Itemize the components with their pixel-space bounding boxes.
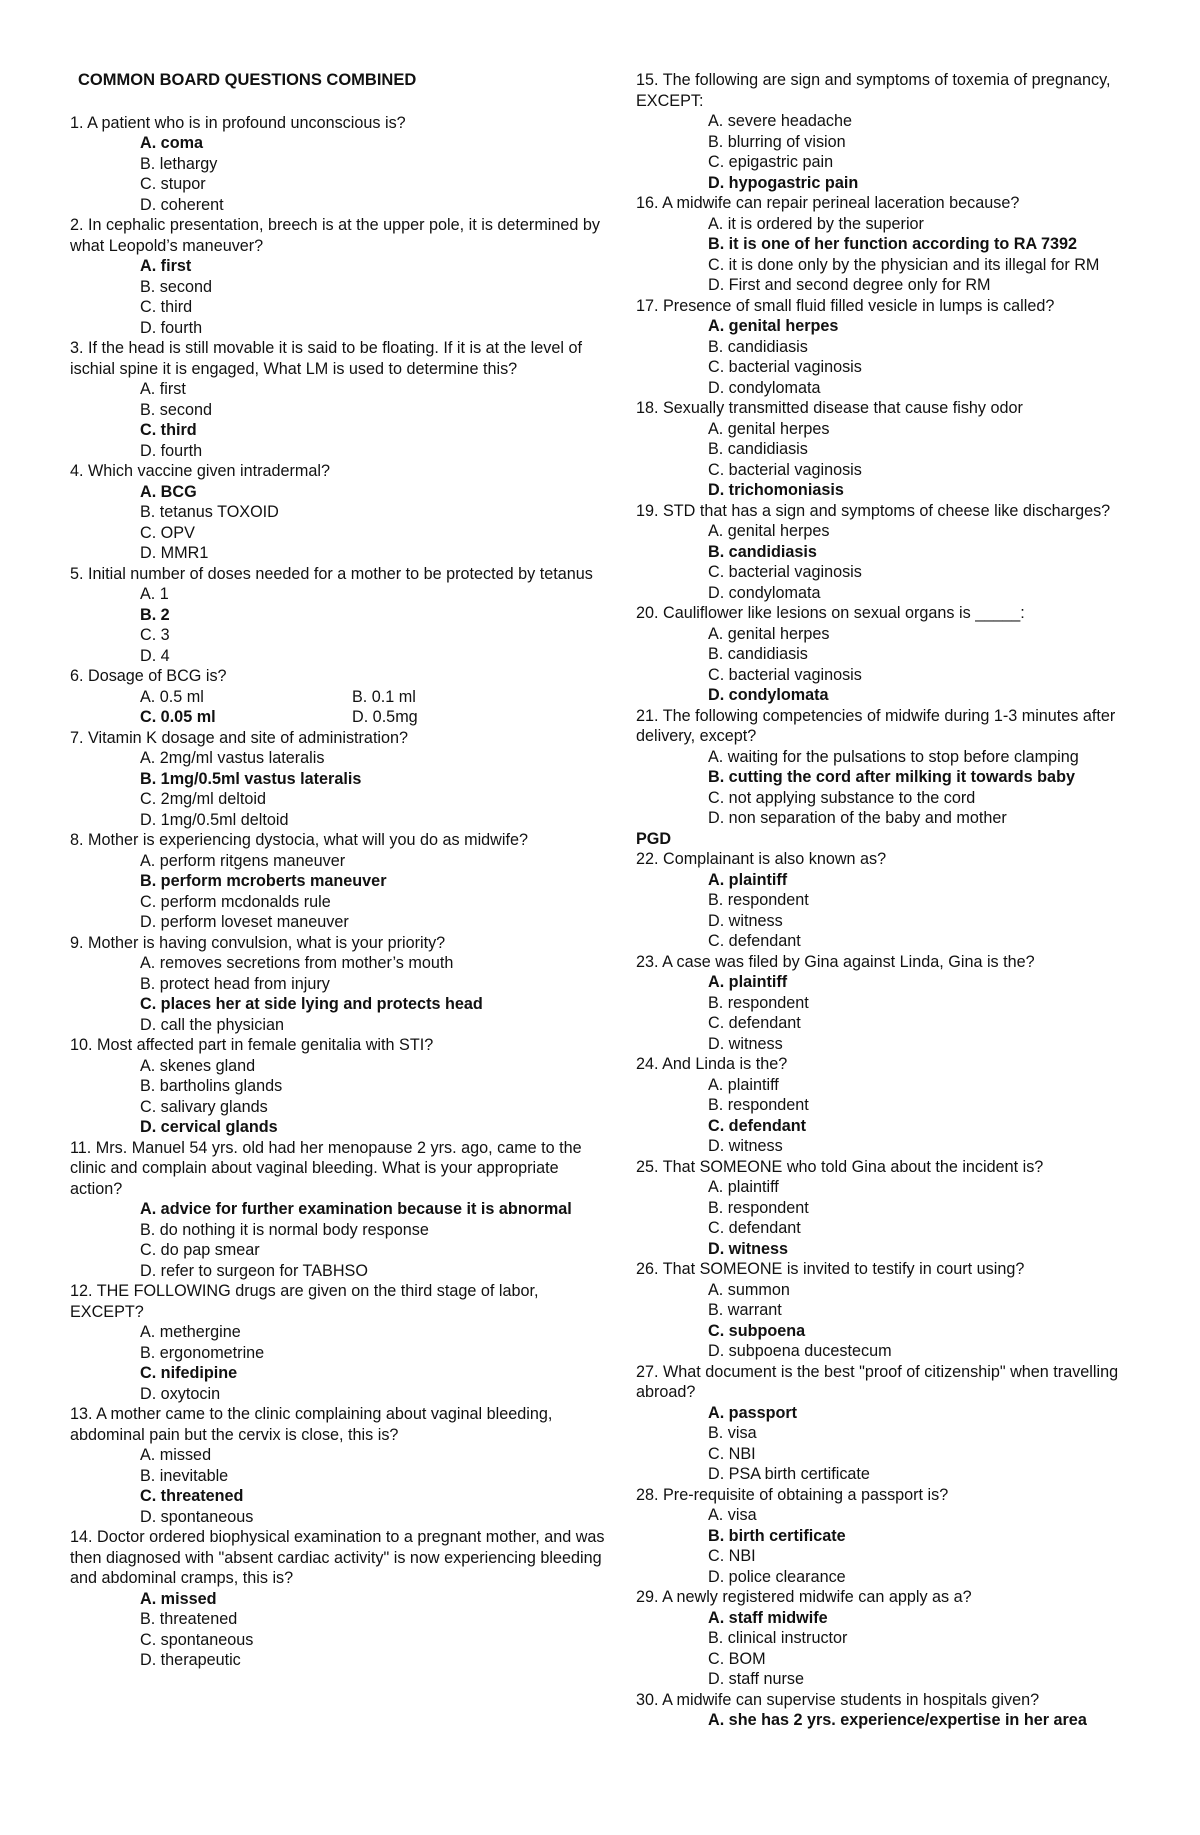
answer-option: A. skenes gland [140, 1056, 256, 1075]
question-14 [70, 1527, 610, 1671]
right-column [636, 70, 1146, 1731]
answer-option: A. coma [140, 134, 203, 152]
answer-option: B. cutting the cord after milking it towards baby [708, 768, 1075, 786]
answer-option: A. removes secretions from mother’s mouth [140, 954, 454, 972]
answer-option: D. 1mg/0.5ml deltoid [140, 810, 289, 829]
left-column [70, 70, 610, 1671]
answer-option: B. tetanus TOXOID [140, 503, 279, 521]
answer-option: A. staff midwife [708, 1608, 828, 1627]
question-6 [70, 666, 610, 728]
question-text: 30. A midwife can supervise students in hospitals given? [636, 1690, 1040, 1709]
question-text: 25. That SOMEONE who told Gina about the incident is? [636, 1157, 1044, 1176]
answer-option: D. fourth [140, 318, 203, 337]
answer-option: B. birth certificate [708, 1526, 846, 1545]
question-15 [636, 70, 1146, 193]
answer-option: B. bartholins glands [140, 1077, 283, 1095]
question-text: 16. A midwife can repair perineal laceration because? [636, 194, 1020, 212]
answer-option: D. staff nurse [708, 1670, 804, 1688]
question-text: 24. And Linda is the? [636, 1055, 788, 1073]
answer-option: C. not applying substance to the cord [708, 788, 976, 807]
question-11 [70, 1138, 610, 1282]
question-4 [70, 461, 610, 564]
answer-option: C. BOM [708, 1649, 766, 1668]
answer-option: D. trichomoniasis [708, 481, 844, 499]
answer-option: B. candidiasis [708, 337, 808, 356]
answer-option: D. witness [708, 1137, 783, 1155]
answer-option: A. genital herpes [708, 624, 830, 643]
answer-option: C. spontaneous [140, 1630, 254, 1649]
answer-option: C. defendant [708, 932, 801, 950]
answer-option: B. 1mg/0.5ml vastus lateralis [140, 769, 362, 788]
answer-option: D. fourth [140, 441, 203, 460]
answer-option: A. 2mg/ml vastus lateralis [140, 749, 325, 767]
answer-option: B. clinical instructor [708, 1629, 848, 1647]
question-24 [636, 1054, 1146, 1157]
answer-option: B. warrant [708, 1301, 782, 1319]
answer-option: D. 0.5mg [352, 708, 418, 726]
answer-option: B. candidiasis [708, 440, 808, 458]
answer-option: A. it is ordered by the superior [708, 214, 924, 233]
answer-option: A. advice for further examination because it is abnormal [140, 1200, 572, 1218]
answer-option: B. respondent [708, 1198, 809, 1217]
answer-option: C. bacterial vaginosis [708, 358, 862, 376]
answer-option: C. defendant [708, 1219, 801, 1237]
answer-option: C. do pap smear [140, 1241, 260, 1259]
question-20 [636, 603, 1146, 706]
answer-option: D. non separation of the baby and mother [708, 809, 1007, 827]
question-21 [636, 706, 1146, 829]
question-text: 3. If the head is still movable it is said to be floating. If it is at the level of ischial spine it is engaged, What LM is used to determine this? [70, 339, 582, 378]
question-19 [636, 501, 1146, 604]
answer-option: D. witness [708, 1239, 789, 1258]
answer-option: B. lethargy [140, 154, 218, 173]
question-8 [70, 830, 610, 933]
question-12 [70, 1281, 610, 1404]
answer-option: A. passport [708, 1403, 798, 1422]
answer-option: B. threatened [140, 1610, 238, 1628]
question-text: 15. The following are sign and symptoms of toxemia of pregnancy, EXCEPT: [636, 71, 1111, 110]
answer-option: B. respondent [708, 1096, 809, 1114]
question-text: 1. A patient who is in profound unconscious is? [70, 113, 406, 132]
answer-option: C. salivary glands [140, 1097, 268, 1116]
answer-option: A. first [140, 257, 192, 275]
answer-option: D. condylomata [708, 686, 829, 704]
question-text: 10. Most affected part in female genitalia with STI? [70, 1036, 434, 1054]
answer-option: D. condylomata [708, 583, 821, 602]
answer-option: B. second [140, 400, 212, 419]
question-9 [70, 933, 610, 1036]
answer-option: B. ergonometrine [140, 1343, 265, 1362]
answer-option: D. First and second degree only for RM [708, 276, 991, 294]
answer-option-row [140, 687, 610, 708]
question-text: 20. Cauliflower like lesions on sexual organs is _____: [636, 604, 1025, 622]
answer-option: A. severe headache [708, 112, 852, 130]
answer-option: A. genital herpes [708, 522, 830, 540]
answer-option: B. do nothing it is normal body response [140, 1220, 429, 1239]
question-25 [636, 1157, 1146, 1260]
answer-option: D. oxytocin [140, 1384, 221, 1403]
answer-option: C. NBI [708, 1444, 756, 1463]
answer-option: B. protect head from injury [140, 974, 330, 993]
question-2 [70, 215, 610, 338]
question-5 [70, 564, 610, 667]
answer-option: A. visa [708, 1506, 757, 1524]
answer-option: B. it is one of her function according to RA 7392 [708, 235, 1078, 253]
answer-option: A. BCG [140, 482, 197, 501]
answer-option: D. therapeutic [140, 1651, 241, 1669]
question-18 [636, 398, 1146, 501]
answer-option: D. MMR1 [140, 544, 209, 562]
answer-option: A. perform ritgens maneuver [140, 851, 346, 870]
question-text: 8. Mother is experiencing dystocia, what will you do as midwife? [70, 831, 528, 849]
answer-option: C. bacterial vaginosis [708, 460, 862, 479]
answer-option: C. third [140, 298, 193, 316]
question-13 [70, 1404, 610, 1527]
question-text: 12. THE FOLLOWING drugs are given on the third stage of labor, EXCEPT? [70, 1282, 539, 1321]
question-30 [636, 1690, 1146, 1731]
answer-option: C. defendant [708, 1116, 807, 1135]
question-text: 23. A case was filed by Gina against Linda, Gina is the? [636, 952, 1035, 971]
answer-option: C. bacterial vaginosis [708, 665, 862, 684]
answer-option: C. it is done only by the physician and its illegal for RM [708, 255, 1100, 274]
answer-option: C. perform mcdonalds rule [140, 892, 331, 911]
answer-option: C. places her at side lying and protects head [140, 995, 483, 1013]
question-text: 17. Presence of small fluid filled vesicle in lumps is called? [636, 296, 1055, 315]
answer-option: A. plaintiff [708, 973, 788, 991]
answer-option: D. 4 [140, 646, 170, 665]
answer-option: C. stupor [140, 175, 206, 193]
answer-option: A. first [140, 380, 186, 398]
answer-option: A. 1 [140, 585, 169, 603]
answer-option: A. missed [140, 1446, 212, 1464]
question-1 [70, 113, 610, 216]
answer-option: D. hypogastric pain [708, 173, 859, 192]
question-text: 11. Mrs. Manuel 54 yrs. old had her menopause 2 yrs. ago, came to the clinic and complain about vaginal bleeding. What is your appropriate action? [70, 1138, 582, 1198]
answer-option: B. inevitable [140, 1466, 229, 1485]
answer-option: A. plaintiff [708, 1075, 779, 1094]
answer-option: C. 0.05 ml [140, 708, 216, 726]
section-label-pgd: PGD [636, 829, 672, 848]
answer-option: C. bacterial vaginosis [708, 563, 862, 581]
question-text: 19. STD that has a sign and symptoms of cheese like discharges? [636, 501, 1111, 520]
question-text: 26. That SOMEONE is invited to testify in court using? [636, 1260, 1025, 1278]
question-text: 7. Vitamin K dosage and site of administration? [70, 728, 409, 747]
answer-option: D. police clearance [708, 1567, 846, 1586]
answer-option: B. blurring of vision [708, 132, 846, 151]
question-10 [70, 1035, 610, 1138]
question-text: 27. What document is the best "proof of citizenship" when travelling abroad? [636, 1362, 1119, 1401]
question-7 [70, 728, 610, 831]
answer-option: B. 2 [140, 605, 170, 624]
answer-option: A. genital herpes [708, 419, 830, 438]
answer-option: D. refer to surgeon for TABHSO [140, 1261, 368, 1280]
answer-option: D. PSA birth certificate [708, 1465, 870, 1483]
answer-option: C. 2mg/ml deltoid [140, 790, 266, 808]
answer-option: D. witness [708, 911, 783, 930]
answer-option: C. subpoena [708, 1321, 806, 1340]
question-text: 4. Which vaccine given intradermal? [70, 462, 331, 480]
question-text: 2. In cephalic presentation, breech is at the upper pole, it is determined by what Leopold’s maneuver? [70, 216, 601, 255]
question-28 [636, 1485, 1146, 1588]
question-text: 6. Dosage of BCG is? [70, 667, 227, 685]
answer-option: D. spontaneous [140, 1507, 254, 1526]
answer-option: A. genital herpes [708, 317, 839, 335]
answer-option-row [140, 707, 610, 728]
answer-option: B. visa [708, 1424, 757, 1442]
answer-option: C. defendant [708, 1014, 801, 1032]
answer-option: C. 3 [140, 626, 170, 644]
answer-option: A. missed [140, 1589, 217, 1608]
question-23 [636, 952, 1146, 1055]
answer-option: D. witness [708, 1034, 783, 1053]
question-text: 22. Complainant is also known as? [636, 850, 887, 868]
answer-option: A. methergine [140, 1323, 241, 1341]
answer-option: D. call the physician [140, 1015, 284, 1034]
answer-option: B. respondent [708, 993, 809, 1012]
answer-option: C. nifedipine [140, 1364, 238, 1382]
question-text: 21. The following competencies of midwife during 1-3 minutes after delivery, except? [636, 706, 1116, 745]
answer-option: A. plaintiff [708, 1178, 779, 1196]
answer-option: B. candidiasis [708, 542, 817, 561]
question-text: 28. Pre-requisite of obtaining a passport is? [636, 1485, 949, 1504]
answer-option: C. third [140, 421, 197, 439]
answer-option: D. coherent [140, 195, 224, 214]
answer-option: A. summon [708, 1280, 790, 1299]
answer-option: C. OPV [140, 523, 195, 542]
question-text: 9. Mother is having convulsion, what is your priority? [70, 933, 446, 952]
question-text: 29. A newly registered midwife can apply as a? [636, 1588, 972, 1606]
question-16 [636, 193, 1146, 296]
question-text: 5. Initial number of doses needed for a mother to be protected by tetanus [70, 564, 593, 583]
answer-option: B. candidiasis [708, 645, 808, 663]
question-26 [636, 1259, 1146, 1362]
answer-option: A. 0.5 ml [140, 687, 204, 706]
question-3 [70, 338, 610, 461]
answer-option: A. waiting for the pulsations to stop before clamping [708, 747, 1079, 766]
answer-option: A. plaintiff [708, 870, 788, 889]
document-title: COMMON BOARD QUESTIONS COMBINED [78, 71, 417, 89]
question-22 [636, 849, 1146, 952]
answer-option: D. perform loveset maneuver [140, 913, 349, 931]
question-29 [636, 1587, 1146, 1690]
answer-option: D. condylomata [708, 378, 821, 397]
question-text: 13. A mother came to the clinic complaining about vaginal bleeding, abdominal pain but the cervix is close, this is? [70, 1405, 553, 1444]
answer-option: B. perform mcroberts maneuver [140, 872, 387, 890]
answer-option: B. respondent [708, 891, 809, 909]
answer-option: D. cervical glands [140, 1118, 278, 1136]
answer-option: D. subpoena ducestecum [708, 1342, 892, 1360]
question-text: 18. Sexually transmitted disease that cause fishy odor [636, 399, 1023, 417]
answer-option: B. 0.1 ml [352, 687, 416, 706]
answer-option: B. second [140, 277, 212, 296]
question-17 [636, 296, 1146, 399]
answer-option: C. epigastric pain [708, 153, 834, 171]
answer-option: A. she has 2 yrs. experience/expertise in her area [708, 1711, 1087, 1729]
question-text: 14. Doctor ordered biophysical examination to a pregnant mother, and was then diagnosed with "absent cardiac activity" is now experiencing bleeding and abdominal cramps, this is? [70, 1528, 605, 1587]
answer-option: C. NBI [708, 1547, 756, 1565]
answer-option: C. threatened [140, 1487, 244, 1505]
question-27 [636, 1362, 1146, 1485]
